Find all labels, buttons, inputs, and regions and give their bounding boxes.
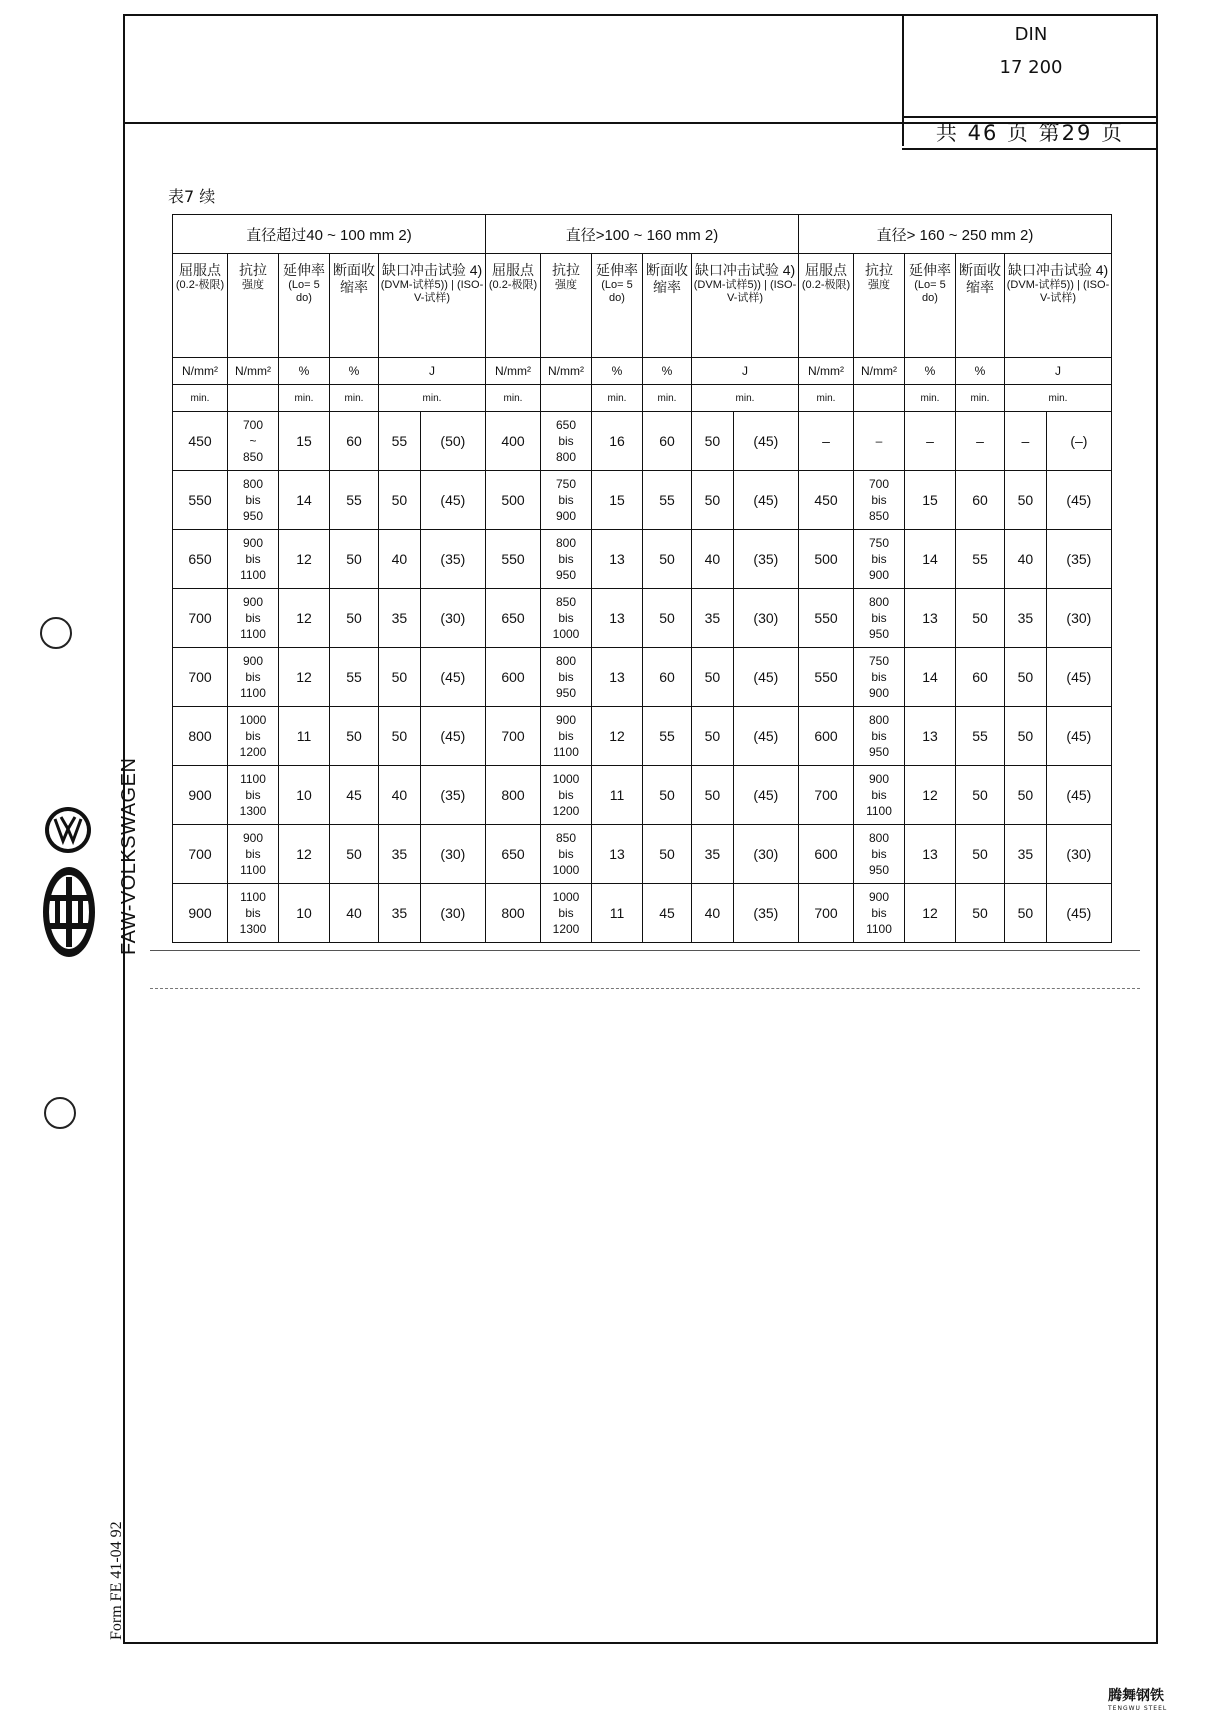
table-cell: 700 ~ 850 [228,412,279,471]
column-header [379,254,486,358]
impact-subheaders: (DVM-试样5)) | (ISO-V-试样) [1006,279,1110,304]
table-cell: 50 [692,471,734,530]
unit-cell: N/mm² [173,358,228,385]
table-cell: (35) [1046,530,1111,589]
group-header: 直径超过40 ~ 100 mm 2) [173,215,486,254]
table-cell: 850 bis 1000 [541,589,592,648]
table-cell: 60 [330,412,379,471]
table-cell: 1000 bis 1200 [228,707,279,766]
column-header-label: 缺口冲击试验 4) [381,262,483,278]
unit-cell: % [330,358,379,385]
table-cell: (50) [420,412,485,471]
column-header [279,254,330,358]
table-cell: 13 [592,825,643,884]
table-cell: (45) [733,648,798,707]
table-cell: (45) [733,707,798,766]
table-cell: 50 [330,825,379,884]
table-cell: 800 [486,884,541,943]
min-cell: min. [1005,385,1112,412]
table-cell: (45) [420,471,485,530]
table-cell: 500 [799,530,854,589]
table-cell: 50 [956,884,1005,943]
min-cell: min. [279,385,330,412]
unit-cell: % [279,358,330,385]
table-cell: 1100 bis 1300 [228,884,279,943]
table-cell: 45 [643,884,692,943]
table-cell: 900 bis 1100 [854,884,905,943]
min-cell: min. [330,385,379,412]
table-cell: 35 [692,589,734,648]
table-cell: 550 [486,530,541,589]
min-cell: min. [379,385,486,412]
table-cell: 50 [692,648,734,707]
column-header-sub: (0.2-极限) [801,279,851,291]
table-cell: 900 bis 1100 [228,530,279,589]
table-cell: 40 [692,530,734,589]
table-cell: 650 bis 800 [541,412,592,471]
table-cell: (45) [1046,766,1111,825]
table-cell: 15 [592,471,643,530]
table-cell: 900 bis 1100 [228,648,279,707]
watermark-sub: TENGWU STEEL [1108,1705,1168,1712]
group-header: 直径>100 ~ 160 mm 2) [486,215,799,254]
table-cell: 700 [173,825,228,884]
table-cell: 12 [279,589,330,648]
table-cell: (45) [1046,648,1111,707]
table-cell: 40 [692,884,734,943]
table-cell: 650 [486,825,541,884]
punch-hole-bottom [44,1097,76,1129]
table-cell: 550 [173,471,228,530]
table-cell: (45) [420,707,485,766]
table-row [173,530,1112,589]
table-cell: 700 [173,589,228,648]
table-cell: 40 [379,530,421,589]
table-cell: 50 [643,530,692,589]
table-cell: 700 bis 850 [854,471,905,530]
page-counter: 共 46 页 第29 页 [902,116,1158,150]
table-cell: 35 [692,825,734,884]
table-cell: 50 [692,707,734,766]
column-header-sub: 强度 [555,279,577,291]
table-cell: 40 [379,766,421,825]
impact-sub-dvm: (DVM-试样5)) [380,279,448,291]
table-cell: 750 bis 900 [854,530,905,589]
column-header [486,254,541,358]
column-header [643,254,692,358]
table-cell: 50 [643,825,692,884]
table-cell: 55 [379,412,421,471]
column-header-sub: (Lo= 5 do) [914,279,946,304]
table-cell: 50 [1005,884,1047,943]
table-cell: 550 [799,648,854,707]
table-cell: 55 [330,648,379,707]
unit-cell: J [1005,358,1112,385]
watermark [1108,1685,1167,1712]
table-cell: 50 [643,766,692,825]
table-cell: 800 [486,766,541,825]
impact-sub-iso: (ISO-V-试样) [1039,279,1110,304]
column-header-label: 断面收缩率 [959,262,1001,295]
table-cell: – [1005,412,1047,471]
table-cell: 15 [905,471,956,530]
table-cell: (45) [1046,707,1111,766]
table-cell: 1000 bis 1200 [541,884,592,943]
table-row [173,825,1112,884]
table-cell: 13 [592,648,643,707]
unit-cell: N/mm² [486,358,541,385]
table-cell: 12 [279,648,330,707]
min-cell: min. [905,385,956,412]
table-cell: 850 bis 1000 [541,825,592,884]
table-dashed-rule [150,988,1140,989]
column-header [905,254,956,358]
table-cell: 40 [1005,530,1047,589]
table-cell: 650 [173,530,228,589]
table-cell: (45) [733,412,798,471]
table-cell: 55 [330,471,379,530]
min-cell: min. [799,385,854,412]
unit-cell: % [643,358,692,385]
table-cell: 40 [330,884,379,943]
min-cell: min. [173,385,228,412]
table-cell: (45) [1046,884,1111,943]
table-cell: (45) [420,648,485,707]
table-bottom-rule [150,950,1140,951]
min-cell: min. [486,385,541,412]
impact-sub-dvm: (DVM-试样5)) [693,279,761,291]
table-cell: 11 [592,884,643,943]
table-cell: 700 [799,884,854,943]
table-cell: 600 [799,707,854,766]
column-header-label: 断面收缩率 [333,262,375,295]
column-header-label: 屈服点 [805,262,847,278]
min-cell [541,385,592,412]
column-header-label: 抗拉 [865,262,893,278]
table-cell: 700 [173,648,228,707]
min-cell: min. [643,385,692,412]
table-cell: (30) [733,825,798,884]
unit-cell: % [592,358,643,385]
table-cell: – [956,412,1005,471]
table-cell: 55 [956,530,1005,589]
table-cell: 35 [379,589,421,648]
column-header [799,254,854,358]
table-cell: 60 [643,412,692,471]
table-cell: 50 [330,589,379,648]
vw-logo-icon [43,805,93,859]
table-caption: 表7 续 [168,187,216,206]
table-cell: 900 [173,884,228,943]
table-cell: 450 [173,412,228,471]
column-header-label: 延伸率 [283,262,325,278]
table-cell: 35 [379,884,421,943]
table-cell: 800 bis 950 [541,648,592,707]
table-cell: – [799,412,854,471]
din-number: 17 200 [999,57,1063,78]
table-cell: 35 [1005,589,1047,648]
table-cell: (30) [1046,825,1111,884]
column-header-label: 屈服点 [492,262,534,278]
table-row [173,471,1112,530]
table-row [173,707,1112,766]
unit-cell: % [905,358,956,385]
table-cell: 13 [905,707,956,766]
min-cell: min. [956,385,1005,412]
column-header [541,254,592,358]
table-cell: 800 [173,707,228,766]
impact-sub-iso: (ISO-V-试样) [726,279,797,304]
group-header: 直径> 160 ~ 250 mm 2) [799,215,1112,254]
table-cell: 55 [956,707,1005,766]
table-cell: 50 [1005,471,1047,530]
table-cell: 16 [592,412,643,471]
table-cell: 600 [799,825,854,884]
table-cell: 15 [279,412,330,471]
table-cell: – [854,412,905,471]
table-cell: (35) [733,884,798,943]
column-header-sub: (0.2-极限) [488,279,538,291]
table-cell: 900 bis 1100 [228,825,279,884]
unit-cell: N/mm² [854,358,905,385]
column-header-label: 缺口冲击试验 4) [694,262,796,278]
table-cell: 400 [486,412,541,471]
column-header [854,254,905,358]
table-row [173,589,1112,648]
min-cell [228,385,279,412]
column-header-sub: 强度 [868,279,890,291]
table-cell: 900 bis 1100 [854,766,905,825]
table-cell: (–) [1046,412,1111,471]
column-header-sub: (0.2-极限) [175,279,225,291]
min-cell: min. [692,385,799,412]
table-cell: 60 [643,648,692,707]
impact-subheaders: (DVM-试样5)) | (ISO-V-试样) [380,279,484,304]
form-code: Form FE 41-04 92 [108,1521,125,1640]
column-header-row [173,254,1112,358]
table-cell: 750 bis 900 [541,471,592,530]
table-cell: 14 [905,530,956,589]
table-cell: 650 [486,589,541,648]
table-cell: 50 [330,707,379,766]
table-cell: (30) [420,825,485,884]
table-cell: 900 bis 1100 [541,707,592,766]
watermark-name: 腾舞钢铁 [1108,1688,1164,1704]
table-cell: 13 [905,825,956,884]
table-cell: 800 bis 950 [854,589,905,648]
impact-subheaders: (DVM-试样5)) | (ISO-V-试样) [693,279,797,304]
column-header-sub: (Lo= 5 do) [288,279,320,304]
table-cell: (30) [420,589,485,648]
table-cell: 12 [279,530,330,589]
min-row [173,385,1112,412]
units-row [173,358,1112,385]
table-cell: 500 [486,471,541,530]
unit-cell: N/mm² [541,358,592,385]
table-row [173,884,1112,943]
unit-cell: N/mm² [228,358,279,385]
table-cell: 50 [643,589,692,648]
table-cell: 12 [905,766,956,825]
unit-cell: % [956,358,1005,385]
punch-hole-top [40,617,72,649]
impact-sub-iso: (ISO-V-试样) [413,279,484,304]
table-cell: 11 [279,707,330,766]
properties-table [172,214,1112,943]
table-cell: 750 bis 900 [854,648,905,707]
impact-sub-dvm: (DVM-试样5)) [1006,279,1074,291]
column-header [330,254,379,358]
group-header-row [173,215,1112,254]
column-header-label: 抗拉 [239,262,267,278]
brand-text: FAW-VOLKSWAGEN [118,757,140,955]
table-cell: 700 [799,766,854,825]
table-cell: 50 [379,471,421,530]
table-cell: 10 [279,884,330,943]
table-cell: 1000 bis 1200 [541,766,592,825]
table-cell: (30) [733,589,798,648]
table-cell: 13 [592,589,643,648]
table-cell: 50 [330,530,379,589]
table-cell: 50 [1005,707,1047,766]
column-header [956,254,1005,358]
table-cell: (35) [420,766,485,825]
table-cell: 60 [956,471,1005,530]
table-cell: 14 [279,471,330,530]
table-cell: 900 [173,766,228,825]
table-cell: (45) [733,766,798,825]
table-cell: 550 [799,589,854,648]
table-cell: 12 [279,825,330,884]
table-cell: 50 [692,766,734,825]
din-label: DIN [1014,24,1048,45]
table-cell: 10 [279,766,330,825]
table-cell: 900 bis 1100 [228,589,279,648]
table-cell: 50 [956,589,1005,648]
table-cell: 450 [799,471,854,530]
column-header-label: 断面收缩率 [646,262,688,295]
unit-cell: J [379,358,486,385]
table-cell: 800 bis 950 [854,707,905,766]
column-header-label: 延伸率 [909,262,951,278]
column-header-label: 抗拉 [552,262,580,278]
table-cell: (45) [1046,471,1111,530]
table-cell: 11 [592,766,643,825]
table-cell: 50 [692,412,734,471]
table-cell: (35) [733,530,798,589]
table-cell: 800 bis 950 [228,471,279,530]
column-header [592,254,643,358]
table-cell: 60 [956,648,1005,707]
column-header [1005,254,1112,358]
table-row [173,648,1112,707]
unit-cell: J [692,358,799,385]
table-cell: 45 [330,766,379,825]
table-cell: 35 [379,825,421,884]
table-cell: – [905,412,956,471]
table-cell: 50 [1005,766,1047,825]
column-header-label: 缺口冲击试验 4) [1007,262,1109,278]
column-header-sub: (Lo= 5 do) [601,279,633,304]
table-cell: 13 [592,530,643,589]
table-cell: 50 [956,766,1005,825]
table-cell: 50 [379,707,421,766]
table-cell: (45) [733,471,798,530]
table-cell: 50 [1005,648,1047,707]
min-cell: min. [592,385,643,412]
column-header [173,254,228,358]
table-cell: 600 [486,648,541,707]
column-header-sub: 强度 [242,279,264,291]
table-cell: (30) [1046,589,1111,648]
table-cell: (35) [420,530,485,589]
table-cell: 12 [592,707,643,766]
column-header [228,254,279,358]
table-cell: 55 [643,471,692,530]
table-row [173,766,1112,825]
table-row [173,412,1112,471]
table-cell: 13 [905,589,956,648]
min-cell [854,385,905,412]
table-cell: 800 bis 950 [541,530,592,589]
column-header-label: 屈服点 [179,262,221,278]
column-header-label: 延伸率 [596,262,638,278]
table-cell: 14 [905,648,956,707]
table-cell: 12 [905,884,956,943]
table-cell: 55 [643,707,692,766]
unit-cell: N/mm² [799,358,854,385]
table-cell: 700 [486,707,541,766]
table-cell: (30) [420,884,485,943]
faw-logo-icon [41,865,97,964]
table-cell: 1100 bis 1300 [228,766,279,825]
table-cell: 50 [956,825,1005,884]
table-cell: 800 bis 950 [854,825,905,884]
table-cell: 35 [1005,825,1047,884]
column-header [692,254,799,358]
table-cell: 50 [379,648,421,707]
